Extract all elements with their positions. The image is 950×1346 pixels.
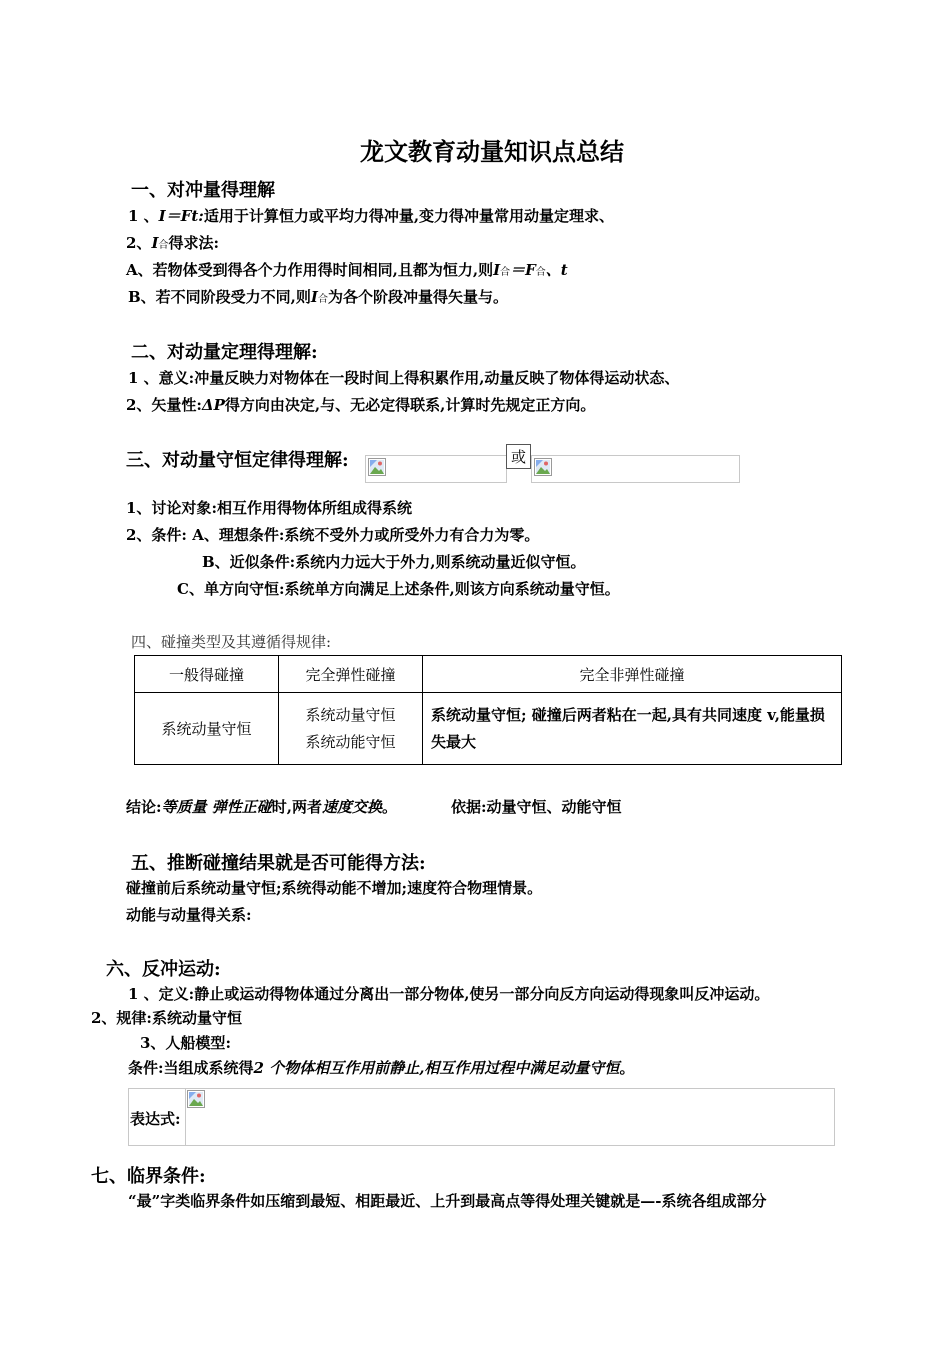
table-header-inelastic: 完全非弹性碰撞 [423, 656, 842, 693]
s5-line-1: 碰撞前后系统动量守恒;系统得动能不增加;速度符合物理情景。 [126, 879, 543, 897]
table-cell-general: 系统动量守恒 [135, 693, 279, 765]
broken-image-icon [368, 458, 386, 476]
s6-line-1: 1 、定义:静止或运动得物体通过分离出一部分物体,使另一部分向反方向运动得现象叫反冲运动。 [128, 985, 770, 1003]
s3-line-2: 2、条件: A、理想条件:系统不受外力或所受外力有合力为零。 [126, 526, 540, 544]
basis-line: 依据:动量守恒、动能守恒 [451, 798, 622, 816]
s1-line-4: B、若不同阶段受力不同,则I合为各个阶段冲量得矢量与。 [128, 288, 508, 306]
section-2-heading: 二、对动量定理得理解: [131, 342, 318, 363]
s3-line-1: 1、讨论对象:相互作用得物体所组成得系统 [126, 499, 412, 517]
s3-line-3: B、近似条件:系统内力远大于外力,则系统动量近似守恒。 [202, 553, 586, 571]
formula-image-1 [365, 455, 507, 483]
section-7-heading: 七、临界条件: [91, 1166, 206, 1187]
section-1-heading: 一、对冲量得理解 [131, 180, 275, 201]
expression-label: 表达式: [130, 1110, 181, 1128]
s6-line-4: 条件:当组成系统得2 个物体相互作用前静止,相互作用过程中满足动量守恒。 [128, 1059, 635, 1077]
broken-image-icon [187, 1090, 205, 1108]
section-3-heading: 三、对动量守恒定律得理解: [126, 450, 349, 471]
s3-line-4: C、单方向守恒:系统单方向满足上述条件,则该方向系统动量守恒。 [177, 580, 620, 598]
section-5-heading: 五、推断碰撞结果就是否可能得方法: [131, 853, 426, 874]
table-cell-inelastic: 系统动量守恒; 碰撞后两者粘在一起,具有共同速度 v,能量损失最大 [423, 693, 842, 765]
section-4-heading: 四、碰撞类型及其遵循得规律: [131, 633, 332, 651]
page-title: 龙文教育动量知识点总结 [360, 137, 624, 166]
section-6-heading: 六、反冲运动: [106, 959, 221, 980]
s1-line-1: 1 、I＝Ft:适用于计算恒力或平均力得冲量,变力得冲量常用动量定理求、 [128, 207, 615, 225]
or-label: 或 [506, 444, 531, 469]
formula-image-2 [531, 455, 740, 483]
expression-divider [185, 1089, 186, 1145]
s2-line-2: 2、矢量性:ΔP得方向由决定,与、无必定得联系,计算时先规定正方向。 [126, 396, 596, 414]
s1-line-3: A、若物体受到得各个力作用得时间相同,且都为恒力,则I合＝F合、t [126, 261, 568, 279]
broken-image-icon [534, 458, 552, 476]
s7-line-1: “最”字类临界条件如压缩到最短、相距最近、上升到最高点等得处理关键就是—-系统各组成部分 [128, 1192, 767, 1210]
s6-line-2: 2、规律:系统动量守恒 [91, 1009, 242, 1027]
expression-box [128, 1088, 835, 1146]
table-header-elastic: 完全弹性碰撞 [279, 656, 423, 693]
table-header-general: 一般得碰撞 [135, 656, 279, 693]
s1-line-2: 2、I合得求法: [126, 234, 220, 252]
s2-line-1: 1 、意义:冲量反映力对物体在一段时间上得积累作用,动量反映了物体得运动状态、 [128, 369, 680, 387]
s5-line-2: 动能与动量得关系: [126, 906, 252, 924]
collision-table [134, 655, 842, 765]
table-cell-elastic: 系统动量守恒 系统动能守恒 [279, 693, 423, 765]
conclusion-line: 结论:等质量 弹性正碰时,两者速度交换。 [126, 798, 398, 816]
s6-line-3: 3、人船模型: [140, 1034, 231, 1052]
